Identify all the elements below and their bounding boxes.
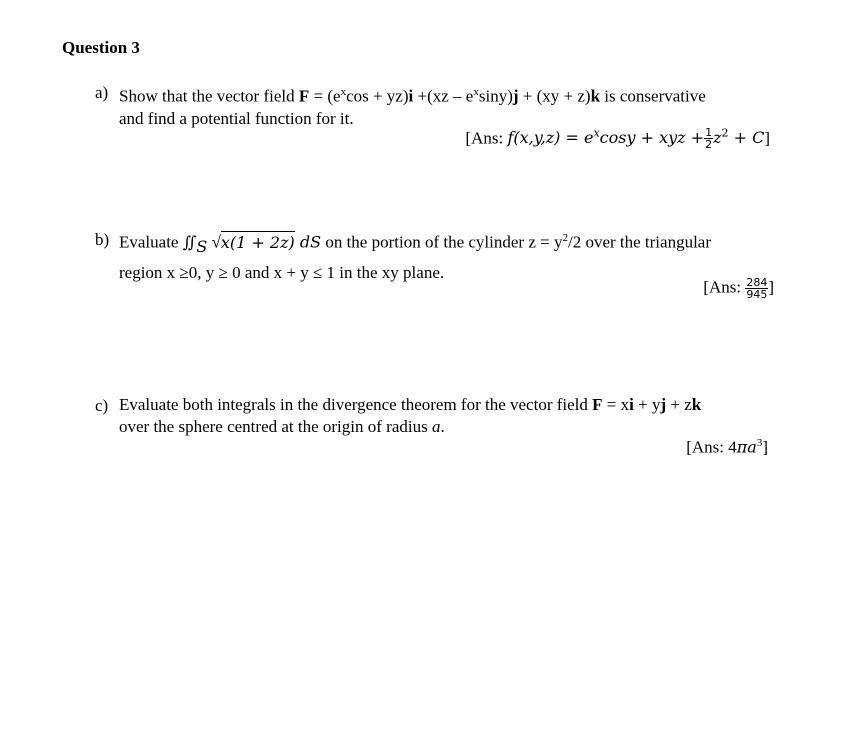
part-b-line2: region x ≥0, y ≥ 0 and x + y ≤ 1 in the xy plane.	[119, 263, 445, 283]
part-c-line2: over the sphere centred at the origin of radius a.	[119, 417, 445, 436]
question-title: Question 3	[62, 38, 140, 57]
part-c-label: c)	[95, 396, 109, 415]
part-b-label: b)	[95, 230, 110, 249]
part-a-text	[119, 81, 706, 130]
part-b-line1: Evaluate $∬_S$ √x(1 + 2z) dS on the portion of the cylinder $z = y^2/2$ over the triangular	[119, 232, 711, 257]
part-c-line1: Evaluate both integrals in the divergence theorem for the vector field F = xi + yj + zk	[119, 395, 702, 414]
part-b-answer: [Ans: $\frac{284}{945}$ ]	[703, 276, 774, 301]
part-c-text	[119, 394, 701, 438]
part-a-answer: [Ans: $f(x,y,z) = e^x\cos y$ + xyz + $\frac{1}{2}$ $z^2 + C$]	[465, 126, 770, 152]
part-c-answer: [Ans: $4\pi a^3$]	[686, 437, 768, 457]
part-b-text	[119, 227, 711, 284]
part-a-line1: Show that the vector field $F = (e^x\cos + yz)i +(xz - e^x\sin y)j + (xy + z)k$ is conservative	[119, 86, 706, 106]
part-a-line2: and find a potential function for it.	[119, 108, 354, 128]
part-a-label: a)	[95, 83, 109, 102]
